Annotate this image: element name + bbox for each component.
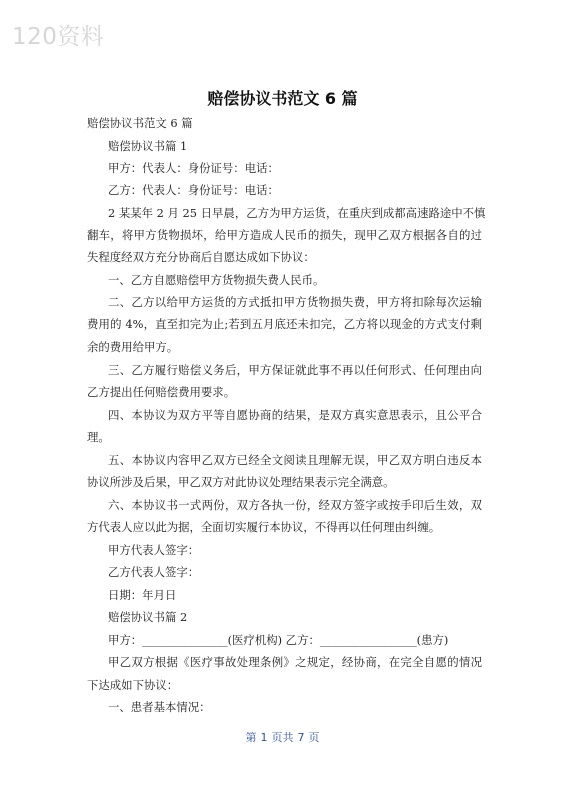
page-footer [0,729,565,745]
clause-line: 费用的 4%，直至扣完为止;若到五月底还未扣完，乙方将以现金的方式支付剩 [87,317,482,331]
clause-line: 一、患者基本情况： [108,700,211,714]
document-title: 赔偿协议书范文 6 篇 [207,89,358,108]
party-a-line: 甲方：代表人：身份证号：电话： [108,161,279,175]
date-line: 日期：年月日 [108,588,177,602]
section-heading: 赔偿协议书篇 1 [108,139,188,153]
clause-line: 三、乙方履行赔偿义务后，甲方保证就此事不再以任何形式、任何理由向 [108,363,482,377]
footer-suffix: 页 [308,731,320,744]
intro-line: 赔偿协议书范文 6 篇 [87,116,193,130]
paragraph-line: 甲乙双方根据《医疗事故处理条例》之规定，经协商，在完全自愿的情况 [108,655,482,669]
paragraph-line: 失程度经双方充分协商后自愿达成如下协议： [87,250,315,264]
clause-line: 四、本协议为双方平等自愿协商的结果，是双方真实意思表示，且公平合 [108,408,482,422]
footer-prefix: 第 [245,731,257,744]
section-heading: 赔偿协议书篇 2 [108,610,188,624]
signature-line-party-a: 甲方代表人签字： [108,543,200,557]
clause-line: 一、乙方自愿赔偿甲方货物损失费人民币。 [108,273,325,287]
clause-line: 协议所涉及后果，甲乙双方对此协议处理结果表示完全满意。 [87,475,395,489]
clause-line: 方代表人应以此为据，全面切实履行本协议，不得再以任何理由纠缠。 [87,520,441,534]
clause-line: 六、本协议书一式两份，双方各执一份，经双方签字或按手印后生效，双 [108,498,482,512]
clause-line: 余的费用给甲方。 [87,340,179,354]
clause-line: 理。 [87,430,110,444]
total-pages-number: 7 [297,731,305,744]
current-page-number: 1 [260,731,268,744]
clause-line: 乙方提出任何赔偿费用要求。 [87,385,236,399]
clause-line: 二、乙方以给甲方运货的方式抵扣甲方货物损失费，甲方将扣除每次运输 [108,295,482,309]
paragraph-line: 2 某某年 2 月 25 日早晨，乙方为甲方运货，在重庆到成都高速路途中不慎 [108,206,486,220]
signature-line-party-b: 乙方代表人签字： [108,565,200,579]
party-b-line: 乙方：代表人：身份证号：电话： [108,183,279,197]
watermark: 120资料 [12,24,105,50]
paragraph-line: 下达成如下协议： [87,678,179,692]
paragraph-line: 翻车，将甲方货物损坏，给甲方造成人民币的损失，现甲乙双方根据各自的过 [87,228,482,242]
clause-line: 五、本协议内容甲乙双方已经全文阅读且理解无误，甲乙双方明白违反本 [108,453,482,467]
parties-blank-line: 甲方：_______________(医疗机构) 乙方：_________________(患方) [108,633,449,647]
footer-middle: 页共 [271,731,294,744]
